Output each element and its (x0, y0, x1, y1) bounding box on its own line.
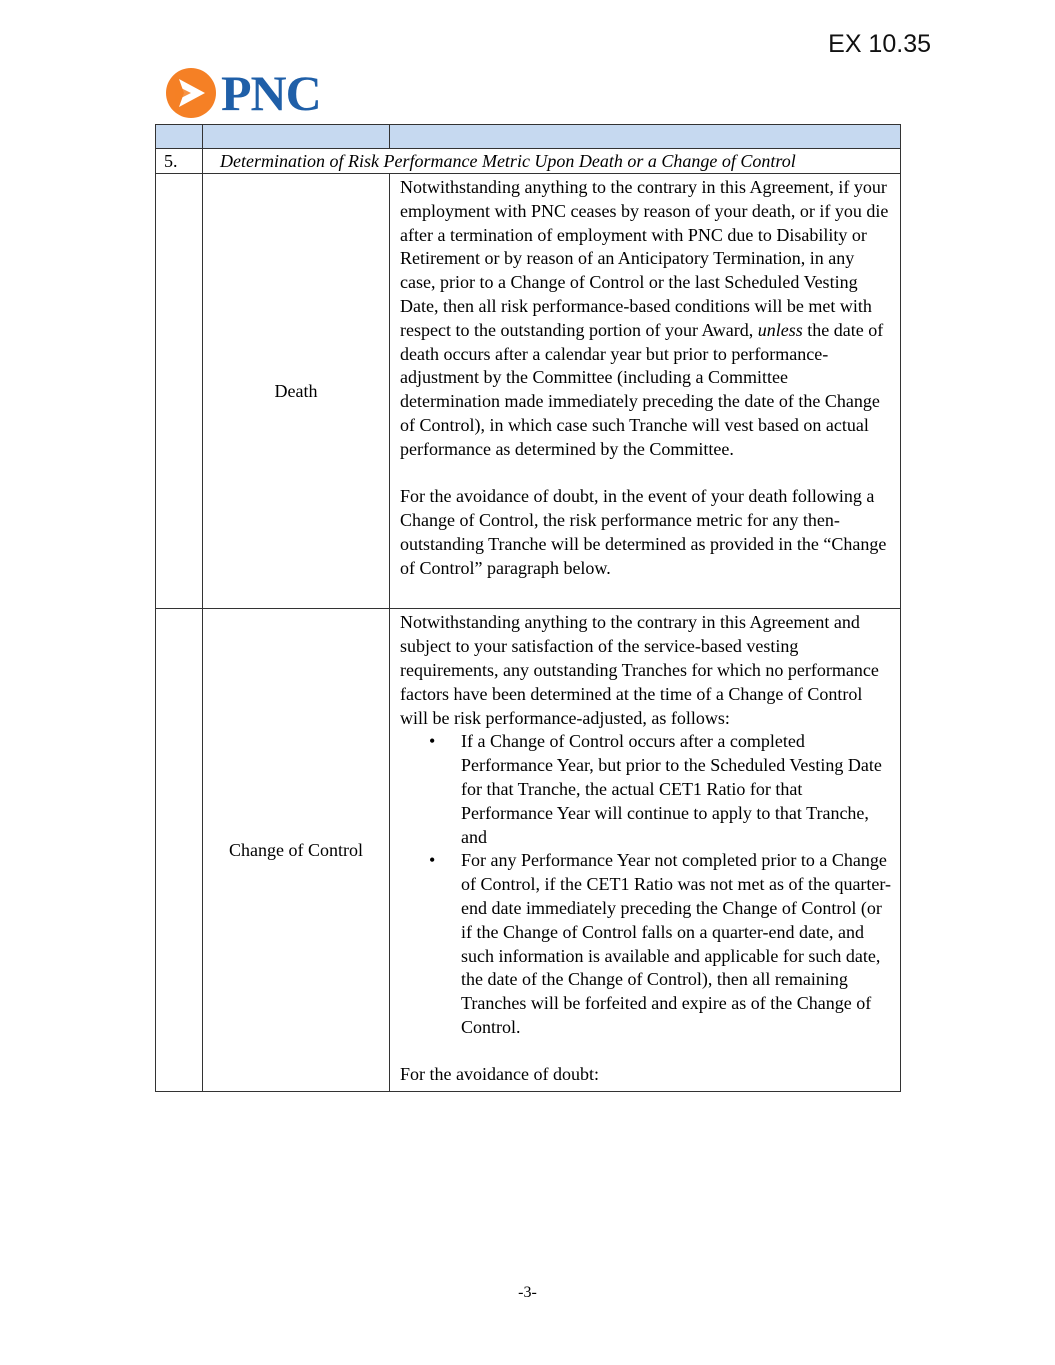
table-row-change-of-control (156, 609, 901, 1092)
coc-closing: For the avoidance of doubt: (400, 1064, 599, 1085)
row-body-change-of-control (390, 609, 901, 1092)
coc-bullet-list (400, 730, 892, 1039)
section-heading-row (156, 149, 901, 174)
page-number: -3- (518, 1284, 537, 1301)
death-paragraph-1: Notwithstanding anything to the contrary in this Agreement, if your employment with PNC ceases by reason of your death, or if you die after a termination of employment with PNC due to Disability or Retirement or by reason of an Anticipatory Termination, in any case, prior to a Change of Control or the last Scheduled Vesting Date, then all risk performance-based conditions will be met with respect to the outstanding portion of your Award, unless the date of death occurs after a calendar year but prior to performance-adjustment by the Committee (including a Committee determination made immediately preceding the date of the Change of Control), in which case such Tranche will vest based on actual performance as determined by the Committee. (400, 177, 889, 459)
list-item: • If a Change of Control occurs after a completed Performance Year, but prior to the Scheduled Vesting Date for that Tranche, the actual CET1 Ratio for that Performance Year will continue to apply to that Tranche, and (461, 730, 892, 849)
row-body-death (390, 174, 901, 609)
emphasis-unless: unless (757, 319, 803, 340)
agreement-table (155, 124, 901, 1092)
pnc-logo (165, 66, 321, 120)
exhibit-label: EX 10.35 (828, 30, 931, 58)
pnc-logo-text: PNC (221, 65, 321, 121)
list-item: • For any Performance Year not completed prior to a Change of Control, if the CET1 Ratio was not met as of the quarter-end date immediately preceding the Change of Control (or if the Change of Control falls on a quarter-end date, and such information is available and applicable for such date, the date of the Change of Control), then all remaining Tranches will be forfeited and expire as of the Change of Control. (461, 849, 892, 1039)
section-title: Determination of Risk Performance Metric Upon Death or a Change of Control (203, 149, 901, 174)
coc-intro: Notwithstanding anything to the contrary in this Agreement and subject to your satisfaction of the service-based vesting requirements, any outstanding Tranches for which no performance factors have been determined at the time of a Change of Control will be risk performance-adjusted, as follows: (400, 612, 879, 728)
death-paragraph-2: For the avoidance of doubt, in the event of your death following a Change of Control, the risk performance metric for any then-outstanding Tranche will be determined as provided in the “Change of Control” paragraph below. (400, 486, 887, 578)
row-label-death: Death (203, 174, 390, 609)
section-number: 5. (156, 149, 203, 174)
row-label-change-of-control: Change of Control (203, 609, 390, 1092)
pnc-logo-icon (165, 67, 217, 119)
table-row-death (156, 174, 901, 609)
table-header-row (156, 125, 901, 149)
